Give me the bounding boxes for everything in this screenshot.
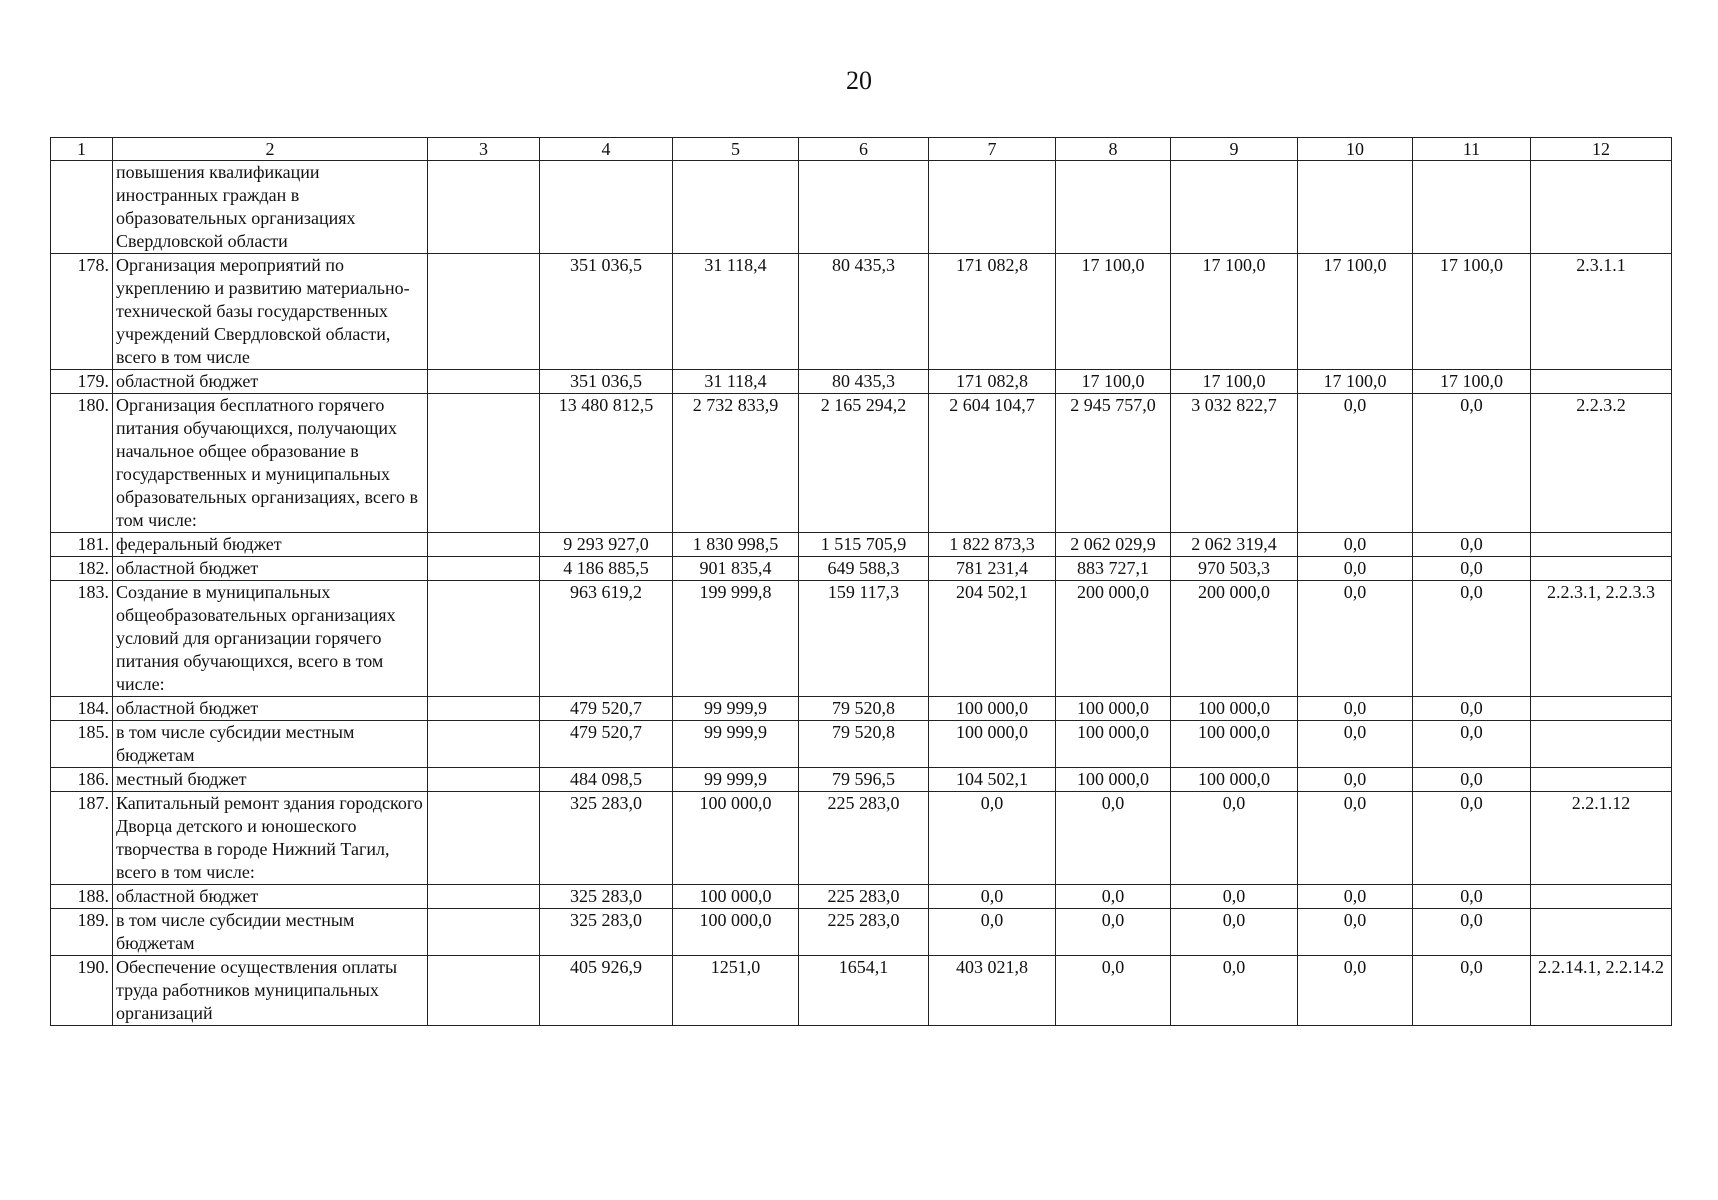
row-code-cell bbox=[1531, 697, 1672, 721]
row-value-cell: 17 100,0 bbox=[1056, 254, 1171, 370]
row-value-cell: 9 293 927,0 bbox=[540, 533, 673, 557]
header-cell: 4 bbox=[540, 138, 673, 161]
header-cell: 8 bbox=[1056, 138, 1171, 161]
row-value-cell: 100 000,0 bbox=[929, 697, 1056, 721]
row-value-cell: 325 283,0 bbox=[540, 885, 673, 909]
row-value-cell: 79 520,8 bbox=[799, 721, 929, 768]
row-code-cell: 2.2.3.1, 2.2.3.3 bbox=[1531, 581, 1672, 697]
row-value-cell: 0,0 bbox=[1298, 956, 1413, 1026]
row-value-cell: 0,0 bbox=[1056, 792, 1171, 885]
row-description-cell: в том числе субсидии местным бюджетам bbox=[113, 909, 428, 956]
row-value-cell: 963 619,2 bbox=[540, 581, 673, 697]
row-value-cell: 0,0 bbox=[1413, 697, 1531, 721]
row-value-cell: 883 727,1 bbox=[1056, 557, 1171, 581]
row-value-cell: 0,0 bbox=[1298, 581, 1413, 697]
row-value-cell: 99 999,9 bbox=[673, 768, 799, 792]
row-value-cell: 100 000,0 bbox=[1056, 768, 1171, 792]
row-value-cell: 99 999,9 bbox=[673, 697, 799, 721]
row-value-cell: 200 000,0 bbox=[1056, 581, 1171, 697]
row-value-cell: 17 100,0 bbox=[1056, 370, 1171, 394]
row-description-cell: в том числе субсидии местным бюджетам bbox=[113, 721, 428, 768]
row-value-cell: 0,0 bbox=[1298, 721, 1413, 768]
row-value-cell: 351 036,5 bbox=[540, 254, 673, 370]
row-value-cell: 0,0 bbox=[1298, 394, 1413, 533]
row-value-cell: 403 021,8 bbox=[929, 956, 1056, 1026]
row-col3-cell bbox=[428, 394, 540, 533]
row-code-cell: 2.2.1.12 bbox=[1531, 792, 1672, 885]
row-number-cell: 183. bbox=[51, 581, 113, 697]
table-row bbox=[51, 394, 1672, 533]
row-col3-cell bbox=[428, 697, 540, 721]
row-value-cell: 0,0 bbox=[1171, 956, 1298, 1026]
header-cell: 10 bbox=[1298, 138, 1413, 161]
row-value-cell: 104 502,1 bbox=[929, 768, 1056, 792]
table-row bbox=[51, 254, 1672, 370]
row-value-cell: 479 520,7 bbox=[540, 721, 673, 768]
table-row bbox=[51, 721, 1672, 768]
row-value-cell: 171 082,8 bbox=[929, 254, 1056, 370]
row-value-cell: 0,0 bbox=[1298, 792, 1413, 885]
row-col3-cell bbox=[428, 533, 540, 557]
row-col3-cell bbox=[428, 161, 540, 254]
row-description-cell: областной бюджет bbox=[113, 557, 428, 581]
table-row bbox=[51, 581, 1672, 697]
row-value-cell: 200 000,0 bbox=[1171, 581, 1298, 697]
row-description-cell: Капитальный ремонт здания городского Дворца детского и юношеского творчества в городе Нижний Тагил, всего в том числе: bbox=[113, 792, 428, 885]
row-value-cell: 0,0 bbox=[1298, 697, 1413, 721]
row-value-cell: 0,0 bbox=[1298, 885, 1413, 909]
row-value-cell: 17 100,0 bbox=[1171, 370, 1298, 394]
row-col3-cell bbox=[428, 792, 540, 885]
row-value-cell: 405 926,9 bbox=[540, 956, 673, 1026]
row-col3-cell bbox=[428, 909, 540, 956]
table-row bbox=[51, 792, 1672, 885]
row-number-cell: 188. bbox=[51, 885, 113, 909]
row-value-cell: 0,0 bbox=[1056, 956, 1171, 1026]
row-value-cell: 17 100,0 bbox=[1171, 254, 1298, 370]
header-row bbox=[51, 138, 1672, 161]
row-value-cell: 80 435,3 bbox=[799, 254, 929, 370]
row-value-cell: 0,0 bbox=[1298, 533, 1413, 557]
row-value-cell: 1 515 705,9 bbox=[799, 533, 929, 557]
row-value-cell: 31 118,4 bbox=[673, 254, 799, 370]
row-number-cell: 182. bbox=[51, 557, 113, 581]
row-value-cell: 2 732 833,9 bbox=[673, 394, 799, 533]
row-value-cell: 781 231,4 bbox=[929, 557, 1056, 581]
header-cell: 3 bbox=[428, 138, 540, 161]
row-value-cell bbox=[1298, 161, 1413, 254]
row-col3-cell bbox=[428, 254, 540, 370]
row-value-cell: 0,0 bbox=[1298, 909, 1413, 956]
row-code-cell bbox=[1531, 161, 1672, 254]
row-value-cell bbox=[540, 161, 673, 254]
budget-table bbox=[50, 137, 1672, 1026]
row-value-cell: 2 062 029,9 bbox=[1056, 533, 1171, 557]
table-row bbox=[51, 557, 1672, 581]
table-row bbox=[51, 909, 1672, 956]
row-value-cell: 351 036,5 bbox=[540, 370, 673, 394]
row-value-cell: 2 062 319,4 bbox=[1171, 533, 1298, 557]
row-value-cell: 31 118,4 bbox=[673, 370, 799, 394]
row-value-cell: 159 117,3 bbox=[799, 581, 929, 697]
row-value-cell: 0,0 bbox=[1171, 909, 1298, 956]
header-cell: 5 bbox=[673, 138, 799, 161]
row-value-cell: 100 000,0 bbox=[1056, 697, 1171, 721]
row-value-cell: 99 999,9 bbox=[673, 721, 799, 768]
row-description-cell: местный бюджет bbox=[113, 768, 428, 792]
table-row bbox=[51, 161, 1672, 254]
row-value-cell: 0,0 bbox=[1171, 792, 1298, 885]
row-value-cell: 79 596,5 bbox=[799, 768, 929, 792]
row-value-cell: 325 283,0 bbox=[540, 909, 673, 956]
row-description-cell: Обеспечение осуществления оплаты труда работников муниципальных организаций bbox=[113, 956, 428, 1026]
row-col3-cell bbox=[428, 370, 540, 394]
row-value-cell: 17 100,0 bbox=[1298, 254, 1413, 370]
row-value-cell: 0,0 bbox=[1413, 768, 1531, 792]
row-value-cell: 2 945 757,0 bbox=[1056, 394, 1171, 533]
row-value-cell: 225 283,0 bbox=[799, 885, 929, 909]
row-description-cell: федеральный бюджет bbox=[113, 533, 428, 557]
row-value-cell: 0,0 bbox=[1413, 792, 1531, 885]
row-description-cell: областной бюджет bbox=[113, 370, 428, 394]
row-value-cell: 901 835,4 bbox=[673, 557, 799, 581]
table-row bbox=[51, 768, 1672, 792]
row-value-cell: 13 480 812,5 bbox=[540, 394, 673, 533]
row-col3-cell bbox=[428, 721, 540, 768]
row-value-cell: 0,0 bbox=[929, 885, 1056, 909]
row-value-cell: 0,0 bbox=[1298, 557, 1413, 581]
row-value-cell: 4 186 885,5 bbox=[540, 557, 673, 581]
header-cell: 2 bbox=[113, 138, 428, 161]
row-code-cell bbox=[1531, 768, 1672, 792]
row-number-cell: 181. bbox=[51, 533, 113, 557]
row-code-cell bbox=[1531, 721, 1672, 768]
row-value-cell: 17 100,0 bbox=[1413, 254, 1531, 370]
row-col3-cell bbox=[428, 768, 540, 792]
row-value-cell: 204 502,1 bbox=[929, 581, 1056, 697]
row-value-cell: 100 000,0 bbox=[673, 885, 799, 909]
table-row bbox=[51, 885, 1672, 909]
table-row bbox=[51, 370, 1672, 394]
row-value-cell: 79 520,8 bbox=[799, 697, 929, 721]
row-value-cell: 0,0 bbox=[1056, 885, 1171, 909]
row-value-cell: 100 000,0 bbox=[1056, 721, 1171, 768]
row-value-cell: 0,0 bbox=[1171, 885, 1298, 909]
row-value-cell: 0,0 bbox=[1413, 581, 1531, 697]
row-number-cell: 184. bbox=[51, 697, 113, 721]
row-value-cell: 0,0 bbox=[1413, 721, 1531, 768]
row-number-cell: 178. bbox=[51, 254, 113, 370]
page-number: 20 bbox=[846, 66, 872, 95]
row-description-cell: Организация бесплатного горячего питания обучающихся, получающих начальное общее образование в государственных и муниципальных образовательных организациях, всего в том числе: bbox=[113, 394, 428, 533]
row-code-cell bbox=[1531, 533, 1672, 557]
row-value-cell bbox=[1056, 161, 1171, 254]
table-row bbox=[51, 533, 1672, 557]
row-value-cell: 17 100,0 bbox=[1413, 370, 1531, 394]
row-value-cell: 479 520,7 bbox=[540, 697, 673, 721]
row-number-cell: 187. bbox=[51, 792, 113, 885]
row-value-cell: 0,0 bbox=[1413, 885, 1531, 909]
row-value-cell: 2 604 104,7 bbox=[929, 394, 1056, 533]
header-cell: 7 bbox=[929, 138, 1056, 161]
row-value-cell: 225 283,0 bbox=[799, 792, 929, 885]
row-col3-cell bbox=[428, 885, 540, 909]
row-value-cell: 0,0 bbox=[1056, 909, 1171, 956]
row-value-cell bbox=[929, 161, 1056, 254]
row-value-cell: 100 000,0 bbox=[1171, 768, 1298, 792]
row-value-cell: 0,0 bbox=[929, 909, 1056, 956]
row-code-cell bbox=[1531, 909, 1672, 956]
row-value-cell bbox=[1413, 161, 1531, 254]
row-description-cell: повышения квалификации иностранных граждан в образовательных организациях Свердловской области bbox=[113, 161, 428, 254]
row-col3-cell bbox=[428, 956, 540, 1026]
row-number-cell: 179. bbox=[51, 370, 113, 394]
row-value-cell: 100 000,0 bbox=[1171, 721, 1298, 768]
row-value-cell: 1 822 873,3 bbox=[929, 533, 1056, 557]
row-value-cell: 2 165 294,2 bbox=[799, 394, 929, 533]
row-number-cell: 190. bbox=[51, 956, 113, 1026]
header-cell: 9 bbox=[1171, 138, 1298, 161]
row-value-cell: 325 283,0 bbox=[540, 792, 673, 885]
row-value-cell: 0,0 bbox=[1413, 394, 1531, 533]
row-code-cell: 2.2.3.2 bbox=[1531, 394, 1672, 533]
row-description-cell: областной бюджет bbox=[113, 885, 428, 909]
row-number-cell: 180. bbox=[51, 394, 113, 533]
row-value-cell: 100 000,0 bbox=[673, 792, 799, 885]
row-number-cell bbox=[51, 161, 113, 254]
row-col3-cell bbox=[428, 581, 540, 697]
row-value-cell: 100 000,0 bbox=[1171, 697, 1298, 721]
row-value-cell bbox=[1171, 161, 1298, 254]
table-row bbox=[51, 697, 1672, 721]
row-value-cell: 0,0 bbox=[1413, 909, 1531, 956]
row-description-cell: Организация мероприятий по укреплению и развитию материально-технической базы государственных учреждений Свердловской области, всего в том числе bbox=[113, 254, 428, 370]
row-col3-cell bbox=[428, 557, 540, 581]
header-cell: 11 bbox=[1413, 138, 1531, 161]
row-value-cell: 17 100,0 bbox=[1298, 370, 1413, 394]
row-value-cell: 970 503,3 bbox=[1171, 557, 1298, 581]
row-value-cell bbox=[673, 161, 799, 254]
row-value-cell: 225 283,0 bbox=[799, 909, 929, 956]
row-value-cell: 100 000,0 bbox=[929, 721, 1056, 768]
row-code-cell: 2.2.14.1, 2.2.14.2 bbox=[1531, 956, 1672, 1026]
row-value-cell: 199 999,8 bbox=[673, 581, 799, 697]
row-value-cell: 649 588,3 bbox=[799, 557, 929, 581]
row-description-cell: Создание в муниципальных общеобразовательных организациях условий для организации горячего питания обучающихся, всего в том числе: bbox=[113, 581, 428, 697]
row-code-cell bbox=[1531, 885, 1672, 909]
row-number-cell: 189. bbox=[51, 909, 113, 956]
row-value-cell: 100 000,0 bbox=[673, 909, 799, 956]
row-number-cell: 185. bbox=[51, 721, 113, 768]
row-value-cell: 80 435,3 bbox=[799, 370, 929, 394]
header-cell: 6 bbox=[799, 138, 929, 161]
row-code-cell: 2.3.1.1 bbox=[1531, 254, 1672, 370]
row-value-cell: 1251,0 bbox=[673, 956, 799, 1026]
row-value-cell bbox=[799, 161, 929, 254]
row-value-cell: 171 082,8 bbox=[929, 370, 1056, 394]
row-code-cell bbox=[1531, 557, 1672, 581]
row-number-cell: 186. bbox=[51, 768, 113, 792]
header-cell: 1 bbox=[51, 138, 113, 161]
row-code-cell bbox=[1531, 370, 1672, 394]
row-value-cell: 1654,1 bbox=[799, 956, 929, 1026]
row-value-cell: 0,0 bbox=[1413, 557, 1531, 581]
row-value-cell: 0,0 bbox=[1413, 956, 1531, 1026]
row-value-cell: 1 830 998,5 bbox=[673, 533, 799, 557]
row-description-cell: областной бюджет bbox=[113, 697, 428, 721]
row-value-cell: 0,0 bbox=[1413, 533, 1531, 557]
row-value-cell: 0,0 bbox=[1298, 768, 1413, 792]
header-cell: 12 bbox=[1531, 138, 1672, 161]
row-value-cell: 3 032 822,7 bbox=[1171, 394, 1298, 533]
row-value-cell: 484 098,5 bbox=[540, 768, 673, 792]
table-row bbox=[51, 956, 1672, 1026]
row-value-cell: 0,0 bbox=[929, 792, 1056, 885]
